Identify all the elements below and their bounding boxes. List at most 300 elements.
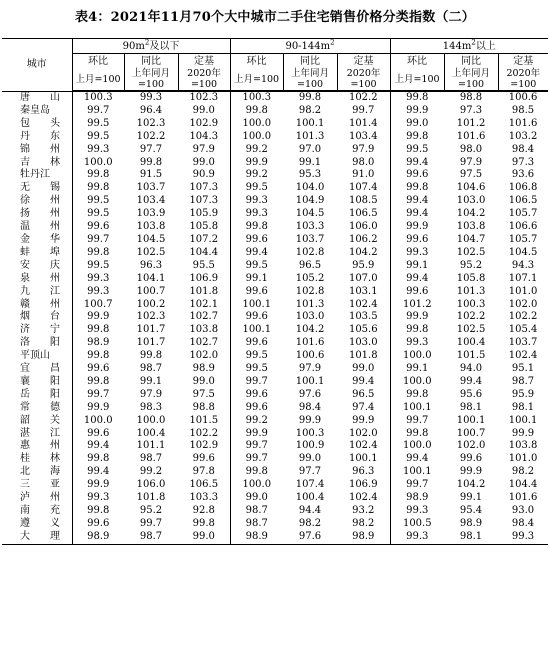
index-value: 99.0 [192,375,215,387]
index-value: 99.6 [72,221,124,234]
index-value: 98.7 [124,531,178,544]
index-value: 95.2 [459,259,483,271]
index-value: 107.3 [189,182,219,194]
index-value: 102.9 [189,440,219,452]
index-value: 99.6 [230,337,283,350]
index-value: 105.9 [189,208,219,220]
index-value: 100.1 [390,402,444,415]
index-value: 101.8 [136,492,166,504]
index-value: 101.6 [508,492,538,504]
index-value: 103.8 [136,221,166,233]
table-row [2,428,548,441]
index-value: 99.4 [72,466,124,479]
city-name: 牡丹江 [20,169,50,181]
index-value: 99.5 [230,350,283,363]
table-row [2,453,548,466]
index-value: 97.5 [192,388,215,400]
index-value: 98.3 [139,401,163,413]
index-value: 106.9 [348,479,378,491]
index-value: 106.5 [348,208,378,220]
city-name: 丹 东 [20,130,60,142]
index-value: 99.9 [72,311,124,324]
index-value: 99.5 [72,208,124,221]
index-value: 101.1 [136,440,166,452]
index-value: 99.7 [230,453,283,466]
index-value: 92.8 [192,505,215,516]
index-value: 99.8 [72,453,124,466]
city-name: 锦 州 [20,143,60,155]
index-value: 102.2 [456,311,486,323]
table-row [2,105,548,118]
index-value: 97.6 [283,531,337,544]
table-row [2,531,548,544]
index-value: 93.0 [511,505,535,516]
index-value: 99.3 [390,505,444,518]
index-value: 103.8 [189,324,219,336]
index-value: 102.4 [348,298,378,310]
table-row [2,324,548,337]
index-value: 99.2 [230,415,283,428]
index-value: 99.3 [72,144,124,157]
index-value: 106.8 [508,182,538,194]
index-value: 98.9 [72,531,124,544]
table-row [2,518,548,531]
index-value: 99.0 [390,118,444,131]
index-value: 99.8 [230,221,283,234]
index-value: 97.9 [139,388,163,400]
index-value: 97.9 [298,363,322,375]
index-value: 95.1 [511,363,535,375]
index-value: 96.4 [139,104,163,116]
city-name: 三 亚 [20,479,60,491]
index-value: 104.5 [295,208,325,220]
index-value: 99.7 [139,517,163,529]
index-value: 99.8 [298,92,322,103]
base-header-base: 2020年=100 [498,68,548,91]
index-value: 100.1 [390,466,444,479]
index-value: 91.0 [352,169,375,181]
index-value: 99.5 [230,363,283,376]
city-name: 秦皇岛 [20,104,50,116]
city-name: 徐 州 [20,195,60,207]
index-value: 96.3 [139,259,163,271]
index-value: 101.0 [508,453,538,465]
city-name: 九 江 [20,285,60,297]
index-value: 97.7 [298,466,322,478]
city-name: 吉 林 [20,156,60,168]
city-name: 烟 台 [20,311,60,323]
table-row [2,311,548,324]
index-value: 101.6 [508,117,538,129]
index-value: 100.4 [136,427,166,439]
index-value: 99.8 [230,466,283,479]
base-header-base: 2020年=100 [178,68,230,91]
index-value: 97.8 [192,466,215,478]
table-row [2,234,548,247]
index-value: 106.9 [189,272,219,284]
index-value: 104.4 [189,246,219,258]
index-value: 100.0 [230,118,283,131]
city-name: 济 宁 [20,324,60,336]
table-row [2,208,548,221]
index-value: 106.0 [136,479,166,491]
index-value: 99.7 [230,376,283,389]
index-value: 100.1 [348,453,378,465]
index-value: 103.8 [456,221,486,233]
index-value: 102.3 [189,92,219,103]
table-row [2,118,548,131]
index-value: 102.5 [456,324,486,336]
table-row [2,402,548,415]
index-value: 99.4 [390,273,444,286]
index-value: 103.8 [508,440,538,452]
city-name: 温 州 [20,221,60,233]
base-header-yoy: 上年同月=100 [124,68,178,91]
index-value: 99.8 [72,350,124,363]
sub-header-base: 定基 [498,54,548,69]
index-value: 99.0 [192,104,215,116]
index-value: 99.8 [139,156,163,168]
city-name: 平顶山 [20,350,50,362]
index-value: 99.4 [390,157,444,170]
table-row [2,505,548,518]
index-value: 97.0 [298,143,322,155]
index-value: 100.3 [72,92,124,105]
index-value: 101.4 [348,117,378,129]
index-value: 98.9 [192,363,215,375]
index-value: 102.0 [456,440,486,452]
index-value: 100.3 [295,427,325,439]
index-value: 104.0 [295,182,325,194]
index-value: 100.0 [390,350,444,363]
table-row [2,492,548,505]
city-name: 扬 州 [20,208,60,220]
group-sup: 2 [330,38,335,47]
index-value: 99.6 [230,286,283,299]
index-value: 99.6 [459,453,483,465]
index-value: 99.6 [72,518,124,531]
index-value: 103.9 [136,208,166,220]
price-index-table [2,38,548,545]
index-value: 107.2 [189,233,219,245]
index-value: 99.8 [72,247,124,260]
index-value: 99.9 [230,157,283,170]
index-value: 99.8 [390,389,444,402]
index-value: 102.8 [295,246,325,258]
index-value: 99.6 [230,311,283,324]
city-name: 泸 州 [20,492,60,504]
index-value: 101.7 [136,337,166,349]
index-value: 100.7 [456,427,486,439]
index-value: 99.5 [72,260,124,273]
index-value: 104.2 [456,479,486,491]
index-value: 99.9 [511,427,535,439]
index-value: 100.1 [456,414,486,426]
index-value: 105.8 [189,221,219,233]
index-value: 99.3 [498,531,548,544]
city-name: 安 庆 [20,259,60,271]
index-value: 99.6 [390,286,444,299]
index-value: 99.7 [352,104,375,116]
city-name: 泉 州 [20,272,60,284]
index-value: 102.7 [189,337,219,349]
index-value: 98.2 [511,466,535,478]
index-value: 99.9 [352,414,375,426]
sub-header-yoy: 同比 [283,54,337,69]
index-value: 100.3 [456,298,486,310]
table-row [2,131,548,144]
index-value: 100.0 [136,414,166,426]
table-row [2,479,548,492]
index-value: 101.2 [456,117,486,129]
table-row [2,286,548,299]
index-value: 105.7 [508,208,538,220]
table-row [2,169,548,182]
table-title: 表4：2021年11月70个大中城市二手住宅销售价格分类指数（二） [74,10,475,25]
index-value: 101.5 [189,414,219,426]
city-name: 金 华 [20,233,60,245]
index-value: 98.7 [511,375,535,387]
index-value: 99.8 [230,105,283,118]
city-name: 南 充 [20,505,60,516]
index-value: 99.6 [230,234,283,247]
index-value: 99.0 [192,156,215,168]
table-row [2,363,548,376]
city-name: 大 理 [2,531,72,544]
index-value: 90.9 [192,169,215,181]
index-value: 107.3 [189,195,219,207]
index-value: 99.8 [72,324,124,337]
index-value: 99.5 [72,118,124,131]
index-value: 99.3 [72,273,124,286]
index-value: 99.7 [230,440,283,453]
base-header-yoy: 上年同月=100 [444,68,498,91]
index-value: 101.3 [456,285,486,297]
index-value: 99.2 [230,144,283,157]
table-header [2,39,548,92]
index-value: 102.4 [348,440,378,452]
index-value: 99.0 [178,531,230,544]
table-row [2,440,548,453]
index-value: 94.0 [459,363,483,375]
index-value: 98.7 [230,505,283,518]
city-name: 襄 阳 [20,375,60,387]
index-value: 97.9 [459,156,483,168]
index-value: 99.3 [390,337,444,350]
index-value: 99.7 [390,415,444,428]
table-row [2,299,548,312]
index-value: 103.0 [456,195,486,207]
table-row [2,415,548,428]
index-value: 98.4 [511,517,535,529]
index-value: 100.1 [230,324,283,337]
index-value: 100.2 [136,298,166,310]
index-value: 105.6 [348,324,378,336]
index-value: 100.1 [295,117,325,129]
index-value: 97.6 [298,388,322,400]
index-value: 99.9 [390,221,444,234]
index-value: 102.4 [348,492,378,504]
index-value: 103.3 [295,221,325,233]
sub-header-mom: 环比 [72,54,124,69]
index-value: 100.7 [72,299,124,312]
index-value: 103.5 [348,311,378,323]
index-value: 98.8 [459,92,483,103]
group-header-medium [230,39,390,54]
table-row [2,221,548,234]
index-value: 97.9 [352,143,375,155]
index-value: 103.0 [348,337,378,349]
index-value: 102.2 [508,311,538,323]
group-label: 90-144m [285,40,331,52]
index-value: 98.1 [444,531,498,544]
index-value: 106.0 [348,221,378,233]
index-value: 100.1 [230,299,283,312]
index-value: 102.2 [189,427,219,439]
index-value: 96.3 [352,466,375,478]
city-name: 桂 林 [20,453,60,465]
index-value: 101.7 [136,324,166,336]
table-body [2,92,548,545]
index-value: 107.4 [295,479,325,491]
city-name: 遵 义 [20,517,60,529]
index-value: 101.8 [348,350,378,362]
group-label: 90m [122,40,145,52]
index-value: 101.8 [189,285,219,297]
index-value: 101.0 [508,285,538,297]
index-value: 103.4 [136,195,166,207]
sub-header-base: 定基 [178,54,230,69]
table-row [2,195,548,208]
index-value: 98.9 [72,337,124,350]
index-value: 95.9 [352,259,375,271]
index-value: 99.5 [230,260,283,273]
index-value: 98.1 [459,401,483,413]
index-value: 99.4 [230,247,283,260]
index-value: 99.1 [298,156,322,168]
index-value: 103.0 [295,311,325,323]
index-value: 100.6 [295,350,325,362]
index-value: 104.5 [136,233,166,245]
index-value: 98.4 [298,401,322,413]
index-value: 95.3 [298,169,322,181]
index-value: 99.3 [72,286,124,299]
index-value: 100.5 [390,518,444,531]
index-value: 102.5 [456,246,486,258]
city-name: 洛 阳 [20,337,60,349]
index-value: 98.9 [390,492,444,505]
index-value: 104.2 [348,246,378,258]
city-name: 宜 昌 [20,363,60,375]
index-value: 97.4 [352,401,375,413]
index-value: 108.5 [348,195,378,207]
index-value: 99.9 [72,479,124,492]
group-sup: 2 [471,38,476,47]
table-row [2,157,548,170]
index-value: 99.4 [352,375,375,387]
index-value: 91.5 [139,169,163,181]
index-value: 100.4 [456,337,486,349]
index-value: 99.4 [390,195,444,208]
index-value: 97.7 [139,143,163,155]
index-value: 107.0 [348,272,378,284]
index-value: 104.5 [508,246,538,258]
index-value: 100.1 [508,414,538,426]
index-value: 99.1 [390,260,444,273]
index-value: 101.3 [295,298,325,310]
city-name: 湛 江 [20,427,60,439]
index-value: 100.0 [72,157,124,170]
index-value: 96.5 [352,388,375,400]
index-value: 99.6 [390,169,444,182]
index-value: 93.2 [352,505,375,516]
index-value: 98.2 [298,517,322,529]
index-value: 99.3 [390,247,444,260]
index-value: 99.0 [352,363,375,375]
index-value: 98.2 [298,104,322,116]
index-value: 95.9 [511,388,535,400]
index-value: 100.1 [295,375,325,387]
index-value: 102.0 [189,350,219,362]
index-value: 106.2 [348,233,378,245]
index-value: 103.2 [508,130,538,142]
table-row [2,376,548,389]
index-value: 103.7 [136,182,166,194]
index-value: 99.4 [390,453,444,466]
table-row [2,182,548,195]
index-value: 99.8 [390,324,444,337]
index-value: 105.4 [508,324,538,336]
base-header-mom: 上月=100 [230,68,283,91]
index-value: 103.3 [189,492,219,504]
city-name: 岳 阳 [20,388,60,400]
index-value: 98.7 [230,518,283,531]
index-value: 99.8 [72,182,124,195]
city-name: 北 海 [20,466,60,478]
index-value: 99.8 [390,131,444,144]
index-value: 105.8 [456,272,486,284]
index-value: 99.2 [139,466,163,478]
index-value: 104.3 [189,130,219,142]
base-header-base: 2020年=100 [337,68,390,91]
city-name: 惠 州 [20,440,60,452]
table-row [2,337,548,350]
base-header-mom: 上月=100 [72,68,124,91]
index-value: 97.3 [459,104,483,116]
city-name: 常 德 [20,401,60,413]
index-value: 99.9 [459,466,483,478]
index-value: 96.5 [298,259,322,271]
index-value: 99.3 [390,531,444,544]
index-value: 106.5 [189,479,219,491]
index-value: 99.0 [298,453,322,465]
index-value: 106.5 [508,195,538,207]
index-value: 101.5 [456,350,486,362]
index-value: 104.6 [456,182,486,194]
index-value: 99.4 [390,208,444,221]
table-row [2,389,548,402]
index-value: 100.0 [230,131,283,144]
index-value: 104.2 [295,324,325,336]
index-value: 99.9 [390,105,444,118]
index-value: 103.7 [295,233,325,245]
group-suffix: 以上 [475,40,496,52]
city-name: 蚌 埠 [20,246,60,258]
index-value: 95.2 [139,505,163,516]
city-name: 韶 关 [20,414,60,426]
index-value: 99.8 [390,182,444,195]
index-value: 102.1 [189,298,219,310]
